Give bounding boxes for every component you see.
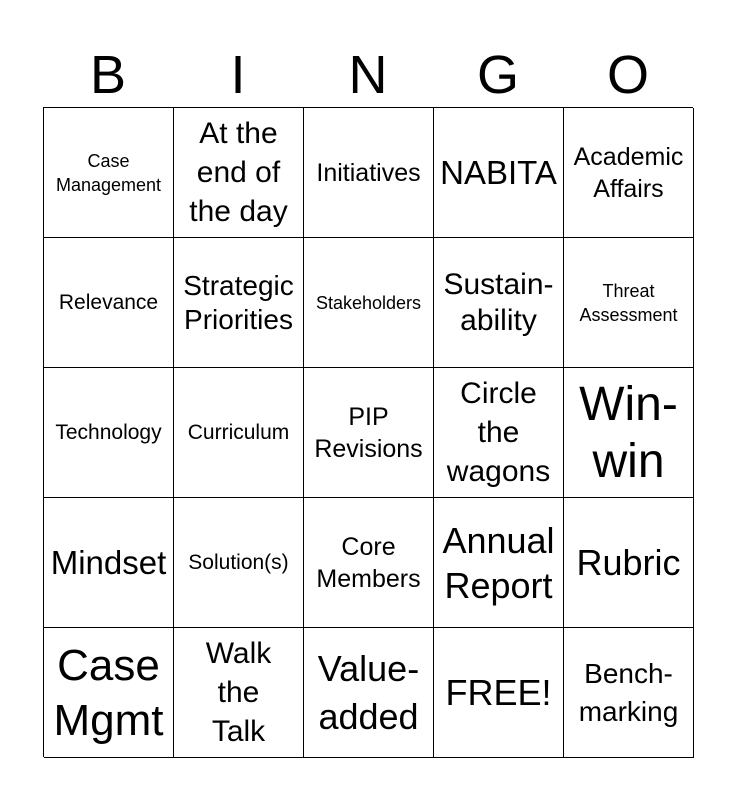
bingo-header: [43, 44, 693, 106]
bingo-grid: [43, 107, 693, 757]
bingo-cell-r4-c1[interactable]: [174, 628, 304, 758]
cell-text: Technology: [55, 421, 162, 444]
bingo-cell-r4-c3[interactable]: [434, 628, 564, 758]
cell-text: Sustain- ability: [443, 267, 554, 337]
cell-text: Stakeholders: [315, 292, 422, 313]
cell-text: Mindset: [50, 544, 167, 581]
cell-text: NABITA: [440, 154, 557, 191]
cell-text: Initiatives: [316, 158, 421, 187]
bingo-cell-r2-c2[interactable]: [304, 368, 434, 498]
bingo-cell-r1-c1[interactable]: [174, 238, 304, 368]
bingo-cell-r4-c4[interactable]: [564, 628, 694, 758]
cell-text: FREE!: [445, 672, 552, 713]
bingo-cell-r3-c0[interactable]: [44, 498, 174, 628]
cell-text: Value- added: [317, 647, 420, 737]
bingo-cell-r0-c4[interactable]: [564, 108, 694, 238]
cell-text: Case Mgmt: [53, 640, 164, 745]
cell-text: Core Members: [316, 532, 421, 593]
bingo-cell-r0-c2[interactable]: [304, 108, 434, 238]
header-letter-o: O: [606, 45, 649, 105]
cell-text: Win- win: [579, 377, 678, 488]
bingo-cell-r4-c0[interactable]: [44, 628, 174, 758]
header-letter-i: I: [230, 45, 246, 105]
cell-text: Relevance: [58, 291, 159, 314]
bingo-cell-r1-c2[interactable]: [304, 238, 434, 368]
cell-text: Annual Report: [442, 519, 555, 606]
bingo-cell-r1-c3[interactable]: [434, 238, 564, 368]
cell-text: Strategic Priorities: [183, 269, 294, 335]
cell-text: PIP Revisions: [314, 402, 423, 463]
bingo-cell-r4-c2[interactable]: [304, 628, 434, 758]
bingo-cell-r2-c4[interactable]: [564, 368, 694, 498]
bingo-cell-r2-c1[interactable]: [174, 368, 304, 498]
cell-text: Circle the wagons: [446, 377, 551, 488]
header-letter-g: G: [476, 45, 519, 105]
bingo-cell-r0-c1[interactable]: [174, 108, 304, 238]
bingo-cell-r3-c3[interactable]: [434, 498, 564, 628]
bingo-cell-r2-c3[interactable]: [434, 368, 564, 498]
bingo-cell-r3-c1[interactable]: [174, 498, 304, 628]
cell-text: At the end of the day: [189, 117, 288, 228]
cell-text: Bench- marking: [578, 657, 679, 727]
bingo-cell-r0-c0[interactable]: [44, 108, 174, 238]
cell-text: Rubric: [576, 542, 681, 583]
bingo-cell-r3-c4[interactable]: [564, 498, 694, 628]
bingo-cell-r1-c4[interactable]: [564, 238, 694, 368]
bingo-cell-r0-c3[interactable]: [434, 108, 564, 238]
cell-text: Threat Assessment: [579, 280, 678, 325]
bingo-cell-r2-c0[interactable]: [44, 368, 174, 498]
cell-text: Walk the Talk: [205, 637, 272, 748]
bingo-cell-r1-c0[interactable]: [44, 238, 174, 368]
cell-text: Case Management: [55, 150, 162, 195]
bingo-cell-r3-c2[interactable]: [304, 498, 434, 628]
header-letter-b: B: [89, 45, 127, 105]
cell-text: Solution(s): [188, 551, 289, 574]
cell-text: Academic Affairs: [573, 142, 684, 203]
header-letter-n: N: [348, 45, 388, 105]
cell-text: Curriculum: [187, 421, 290, 444]
